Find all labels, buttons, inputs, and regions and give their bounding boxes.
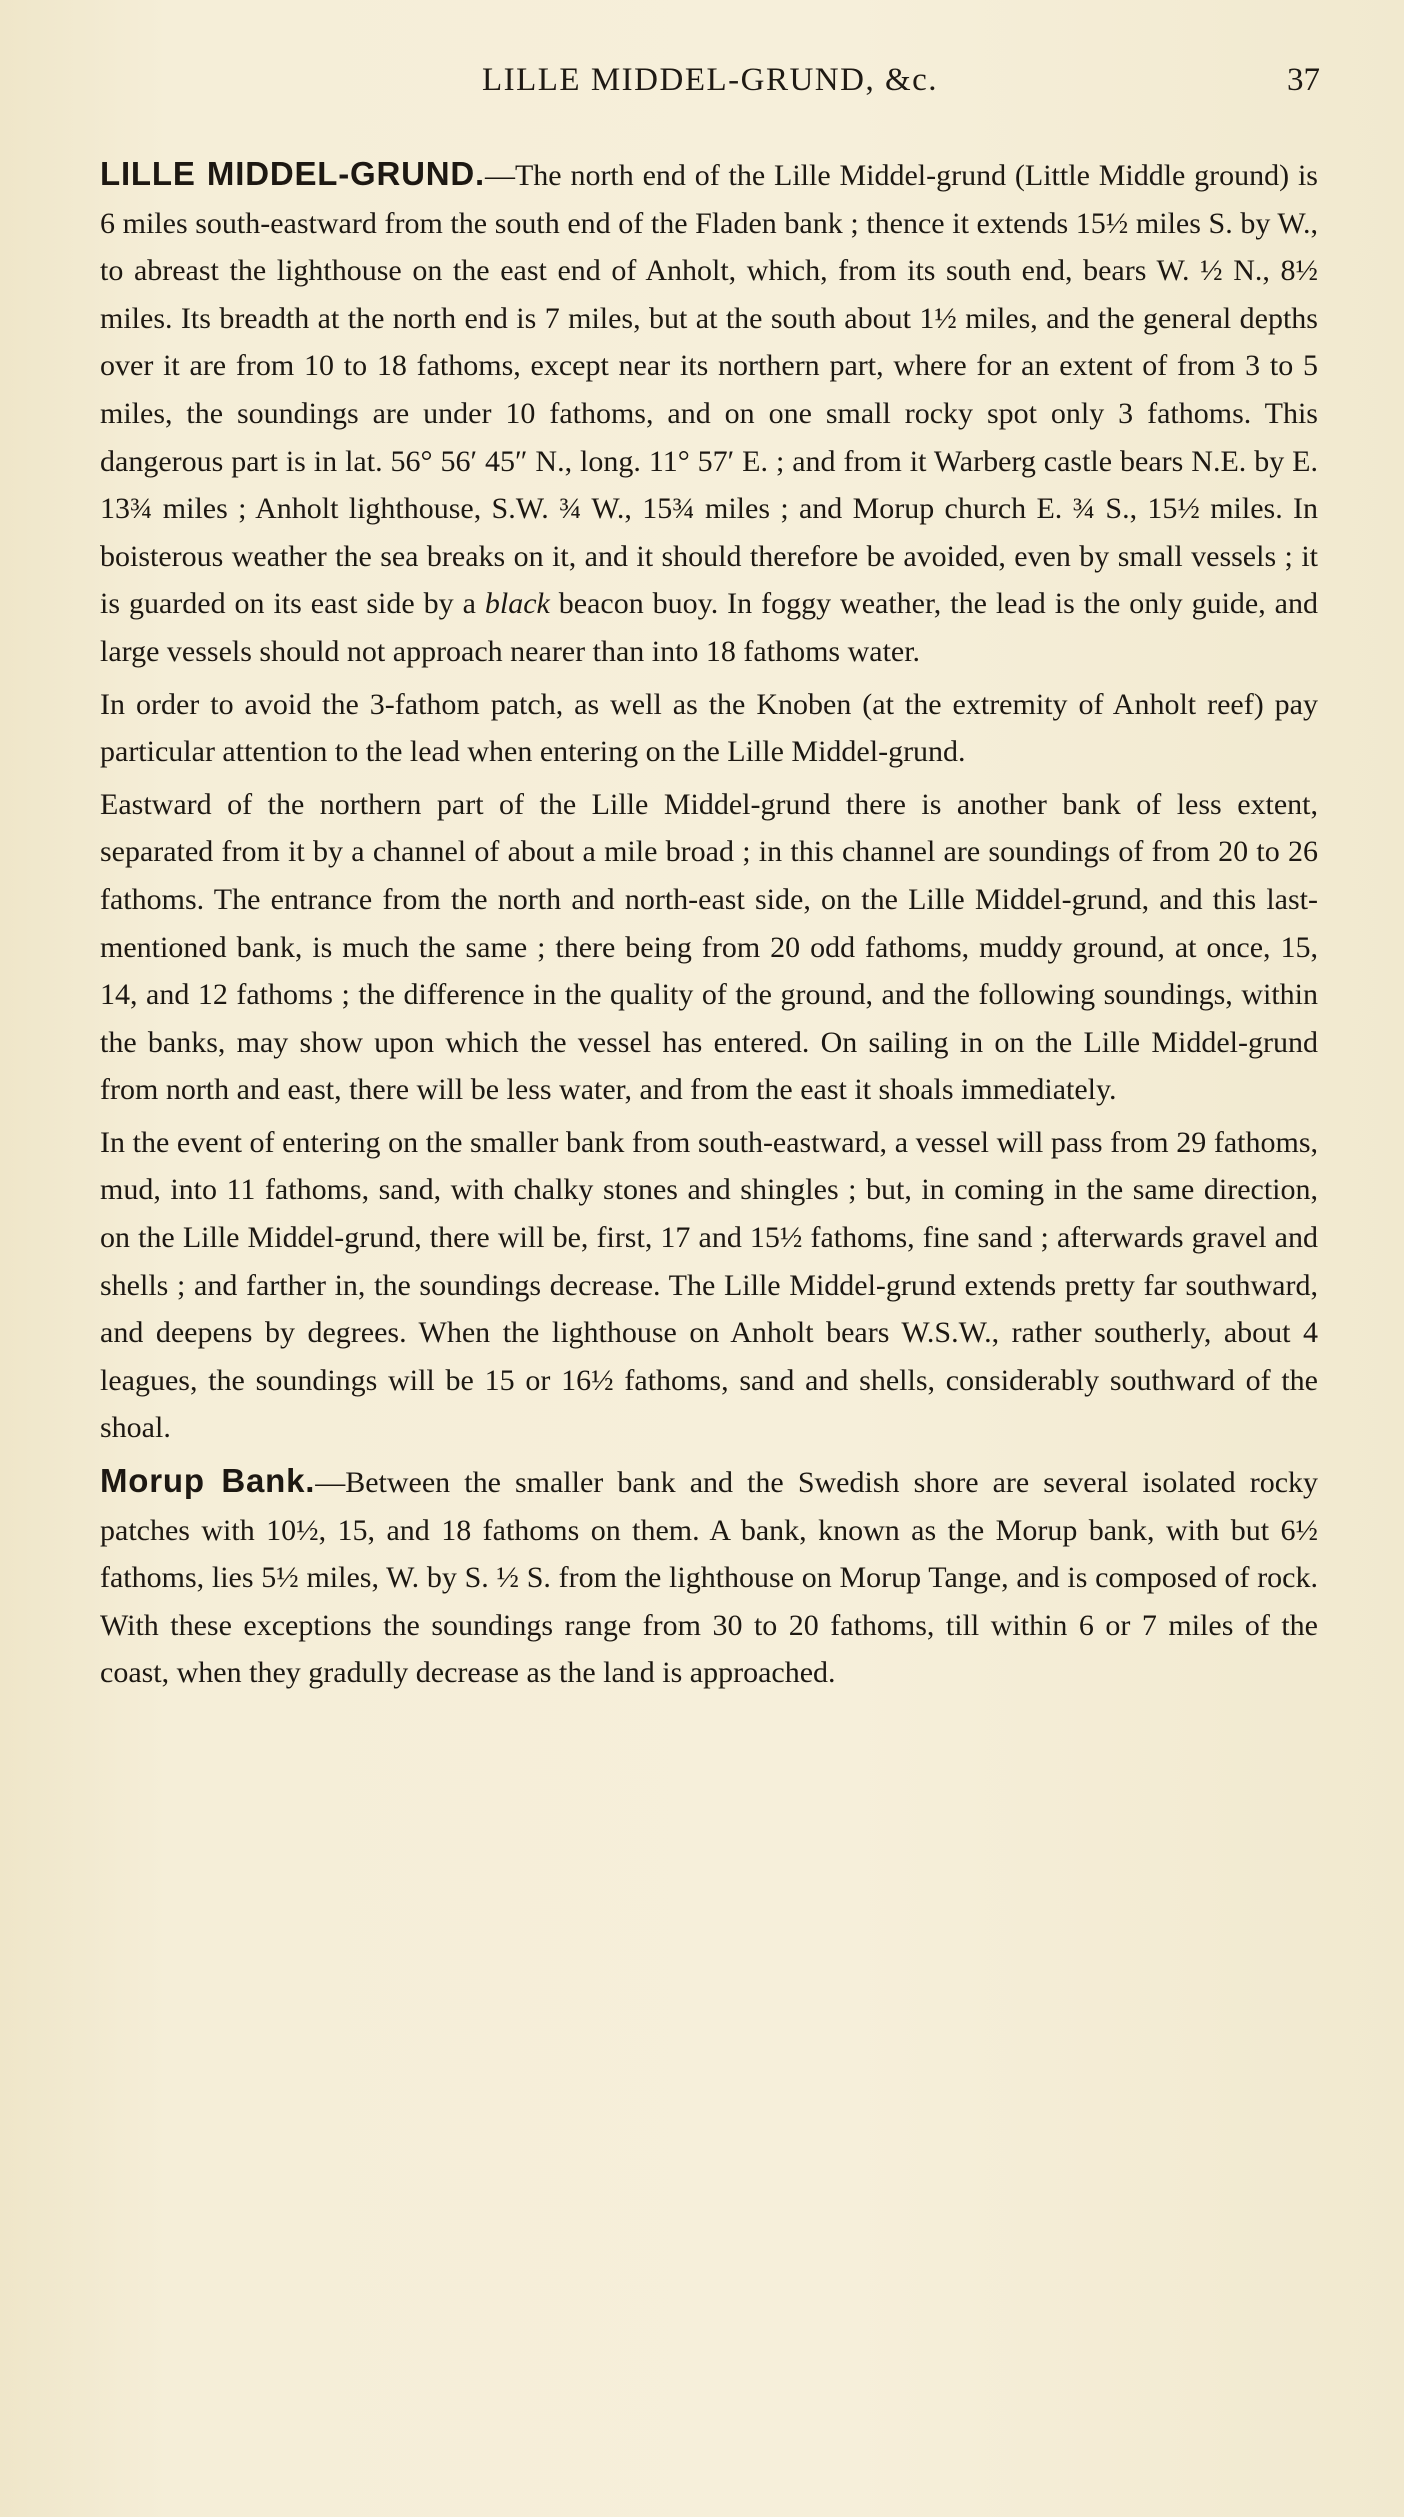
section-heading-lille-middel-grund: LILLE MIDDEL-GRUND. <box>100 155 485 192</box>
paragraph-lille-middel-grund <box>100 150 1318 676</box>
section-heading-morup-bank: Morup Bank. <box>100 1462 316 1500</box>
paragraph-text: —The north end of the Lille Middel-grund (Little Middle ground) is 6 miles south-eastward from the south end of the Fladen bank ; thence it extends 15½ miles S. by W., to abreast the lighthouse on the east end of Anholt, which, from its south end, bears W. ½ N., 8½ miles. Its breadth at the north end is 7 miles, but at the south about 1½ miles, and the general depths over it are from 10 to 18 fathoms, except near its northern part, where for an extent of from 3 to 5 miles, the soundings are under 10 fathoms, and on one small rocky spot only 3 fathoms. This dangerous part is in lat. 56° 56′ 45″ N., long. 11° 57′ E. ; and from it Warberg castle bears N.E. by E. 13¾ miles ; Anholt lighthouse, S.W. ¾ W., 15¾ miles ; and Morup church E. ¾ S., 15½ miles. In boisterous weather the sea breaks on it, and it should therefore be avoided, even by small vessels ; it is guarded on its east side by a <box>100 159 1318 621</box>
paragraph-eastward-bank: Eastward of the northern part of the Lille Middel-grund there is another bank of less extent, separated from it by a channel of about a mile broad ; in this channel are soundings of from 20 to 26 fathoms. The entrance from the north and north-east side, on the Lille Middel-grund, and this last-mentioned bank, is much the same ; there being from 20 odd fathoms, muddy ground, at once, 15, 14, and 12 fathoms ; the difference in the quality of the ground, and the following soundings, within the banks, may show upon which the vessel has entered. On sailing in on the Lille Middel-grund from north and east, there will be less water, and from the east it shoals immediately. <box>100 787 1318 1107</box>
running-head: LILLE MIDDEL-GRUND, &c. <box>481 62 939 98</box>
italic-word: black <box>484 587 550 621</box>
paragraph-south-eastward-entry: In the event of entering on the smaller bank from south-eastward, a vessel will pass from 29 fathoms, mud, into 11 fathoms, sand, with chalky stones and shingles ; but, in coming in the same direction, on the Lille Middel-grund, there will be, first, 17 and 15½ fathoms, fine sand ; afterwards gravel and shells ; and farther in, the soundings decrease. The Lille Middel-grund extends pretty far southward, and deepens by degrees. When the lighthouse on Anholt bears W.S.W., rather southerly, about 4 leagues, the soundings will be 15 or 16½ fathoms, sand and shells, considerably southward of the shoal. <box>100 1125 1318 1445</box>
body-text <box>100 150 1318 1697</box>
page-number: 37 <box>1287 62 1320 98</box>
paragraph-morup-bank <box>100 1457 1318 1697</box>
page-header <box>100 62 1320 122</box>
paragraph-text: beacon buoy. In foggy weather, the lead is the only guide, and large vessels should not approach nearer than into 18 fathoms water. <box>100 587 1319 668</box>
paragraph-text: —Between the smaller bank and the Swedish shore are several isolated rocky patches with 10½, 15, and 18 fathoms on them. A bank, known as the Morup bank, with but 6½ fathoms, lies 5½ miles, W. by S. ½ S. from the lighthouse on Morup Tange, and is composed of rock. With these exceptions the soundings range from 30 to 20 fathoms, till within 6 or 7 miles of the coast, when they gradully decrease as the land is approached. <box>100 1466 1319 1690</box>
paragraph-avoid-3-fathom-patch: In order to avoid the 3-fathom patch, as well as the Knoben (at the extremity of Anholt reef) pay particular attention to the lead when entering on the Lille Middel-grund. <box>100 687 1318 769</box>
